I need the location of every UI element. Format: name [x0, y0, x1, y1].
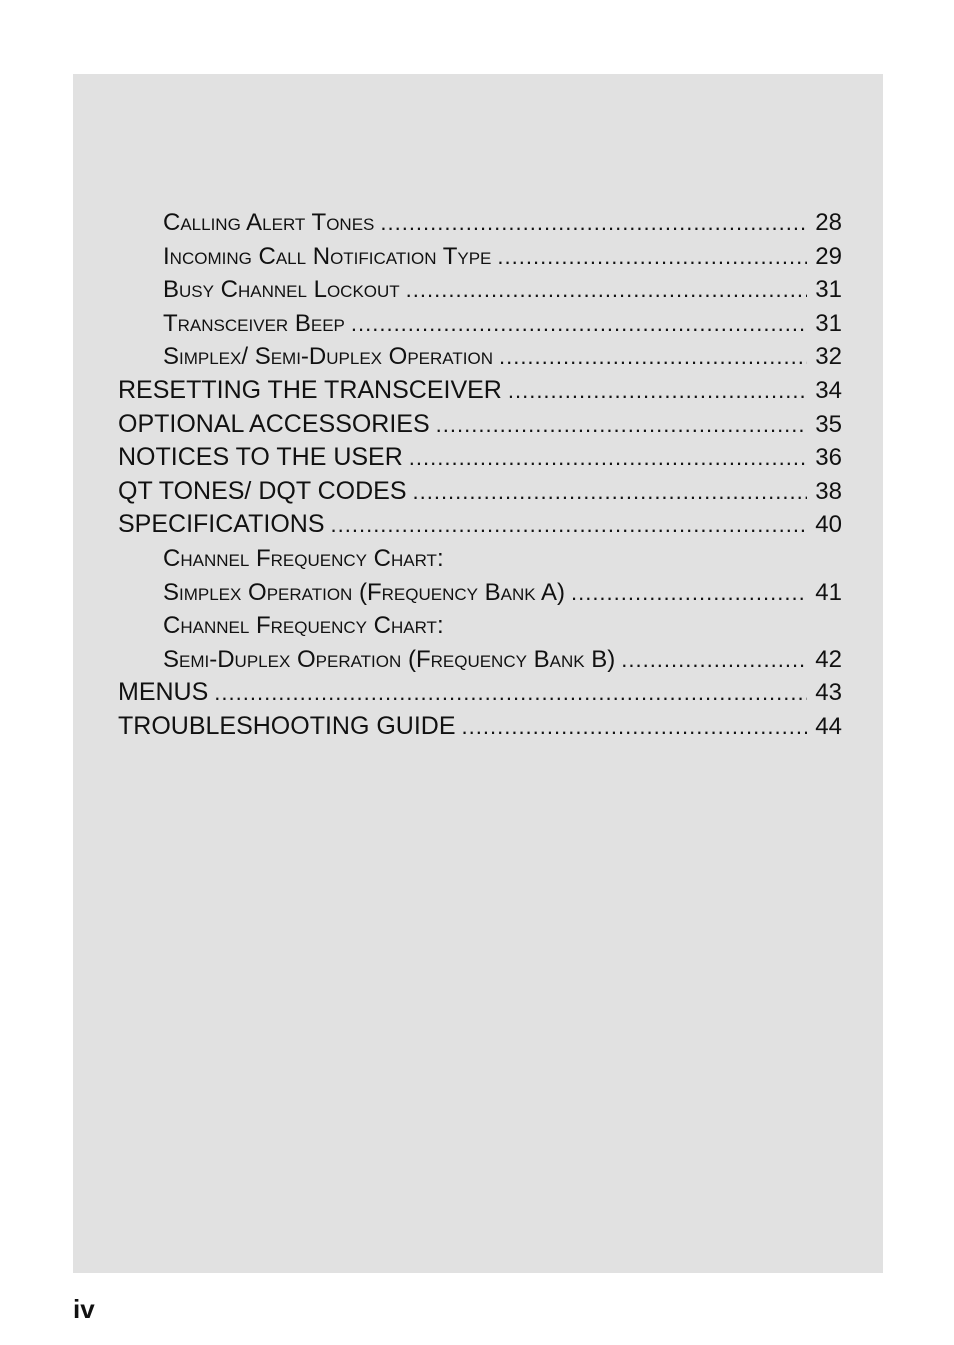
toc-entry-page: 31	[815, 309, 842, 337]
toc-dot-leader	[508, 374, 807, 408]
toc-entry-page: 32	[815, 343, 842, 371]
toc-entry-title: OPTIONAL ACCESSORIES	[118, 409, 430, 438]
toc-main-entry[interactable]	[118, 374, 842, 408]
toc-dot-leader	[497, 240, 807, 274]
toc-entry-page: 29	[815, 242, 842, 270]
toc-main-entry[interactable]	[118, 710, 842, 744]
toc-entry-title: SPECIFICATIONS	[118, 510, 325, 539]
toc-entry-page: 44	[815, 712, 842, 740]
toc-entry-page: 36	[815, 444, 842, 472]
toc-main-entry[interactable]	[118, 508, 842, 542]
toc-entry-title: RESETTING THE TRANSCEIVER	[118, 375, 502, 404]
toc-entry-title: QT TONES/ DQT CODES	[118, 476, 407, 505]
toc-dot-leader	[462, 710, 808, 744]
page-number: iv	[73, 1294, 95, 1324]
toc-entry-page: 31	[815, 276, 842, 304]
toc-dot-leader	[436, 408, 808, 442]
toc-dot-leader	[406, 273, 808, 307]
toc-sub-entry[interactable]	[118, 542, 842, 576]
toc-main-entry[interactable]	[118, 676, 842, 710]
toc-entry-title: Calling Alert Tones	[163, 209, 375, 236]
toc-entry-title: Channel Frequency Chart:	[163, 544, 444, 572]
toc-dot-leader	[214, 676, 807, 710]
toc-dot-leader	[380, 206, 807, 240]
toc-sub-entry[interactable]	[118, 206, 842, 240]
toc-entry-title: Busy Channel Lockout	[163, 276, 400, 304]
toc-entry-page: 43	[815, 679, 842, 707]
toc-dot-leader	[413, 475, 808, 509]
toc-entry-title: Simplex/ Semi-Duplex Operation	[163, 343, 493, 371]
toc-main-entry[interactable]	[118, 475, 842, 509]
toc-dot-leader	[571, 576, 807, 610]
toc-dot-leader	[409, 441, 808, 475]
toc-entry-title: Semi-Duplex Operation (Frequency Bank B)	[163, 645, 616, 673]
toc-entry-page: 42	[815, 645, 842, 673]
toc-entry-title: TROUBLESHOOTING GUIDE	[118, 711, 456, 740]
toc-dot-leader	[499, 340, 807, 374]
toc-entry-title: Transceiver Beep	[163, 309, 345, 337]
toc-entry-page: 28	[815, 209, 842, 236]
toc-sub-entry[interactable]	[118, 340, 842, 374]
toc-entry-page: 40	[815, 511, 842, 539]
toc-entry-title: MENUS	[118, 678, 209, 707]
toc-main-entry[interactable]	[118, 441, 842, 475]
toc-entry-title: Simplex Operation (Frequency Bank A)	[163, 578, 565, 606]
toc-entry-title: Channel Frequency Chart:	[163, 612, 444, 640]
toc-main-entry[interactable]	[118, 408, 842, 442]
toc-dot-leader	[621, 643, 807, 677]
toc-sub-entry[interactable]	[118, 609, 842, 643]
toc-entry-page: 41	[815, 578, 842, 606]
toc-sub-entry[interactable]	[118, 307, 842, 341]
toc-sub-entry[interactable]	[118, 576, 842, 610]
toc-entry-page: 38	[815, 477, 842, 505]
toc-entry-page: 34	[815, 376, 842, 404]
toc-entry-title: Incoming Call Notification Type	[163, 242, 492, 270]
toc-sub-entry[interactable]	[118, 240, 842, 274]
toc-sub-entry[interactable]	[118, 273, 842, 307]
toc-sub-entry[interactable]	[118, 643, 842, 677]
toc-dot-leader	[351, 307, 807, 341]
toc-entry-title: NOTICES TO THE USER	[118, 443, 403, 472]
table-of-contents	[118, 206, 842, 744]
toc-dot-leader	[331, 508, 808, 542]
toc-entry-page: 35	[815, 410, 842, 438]
